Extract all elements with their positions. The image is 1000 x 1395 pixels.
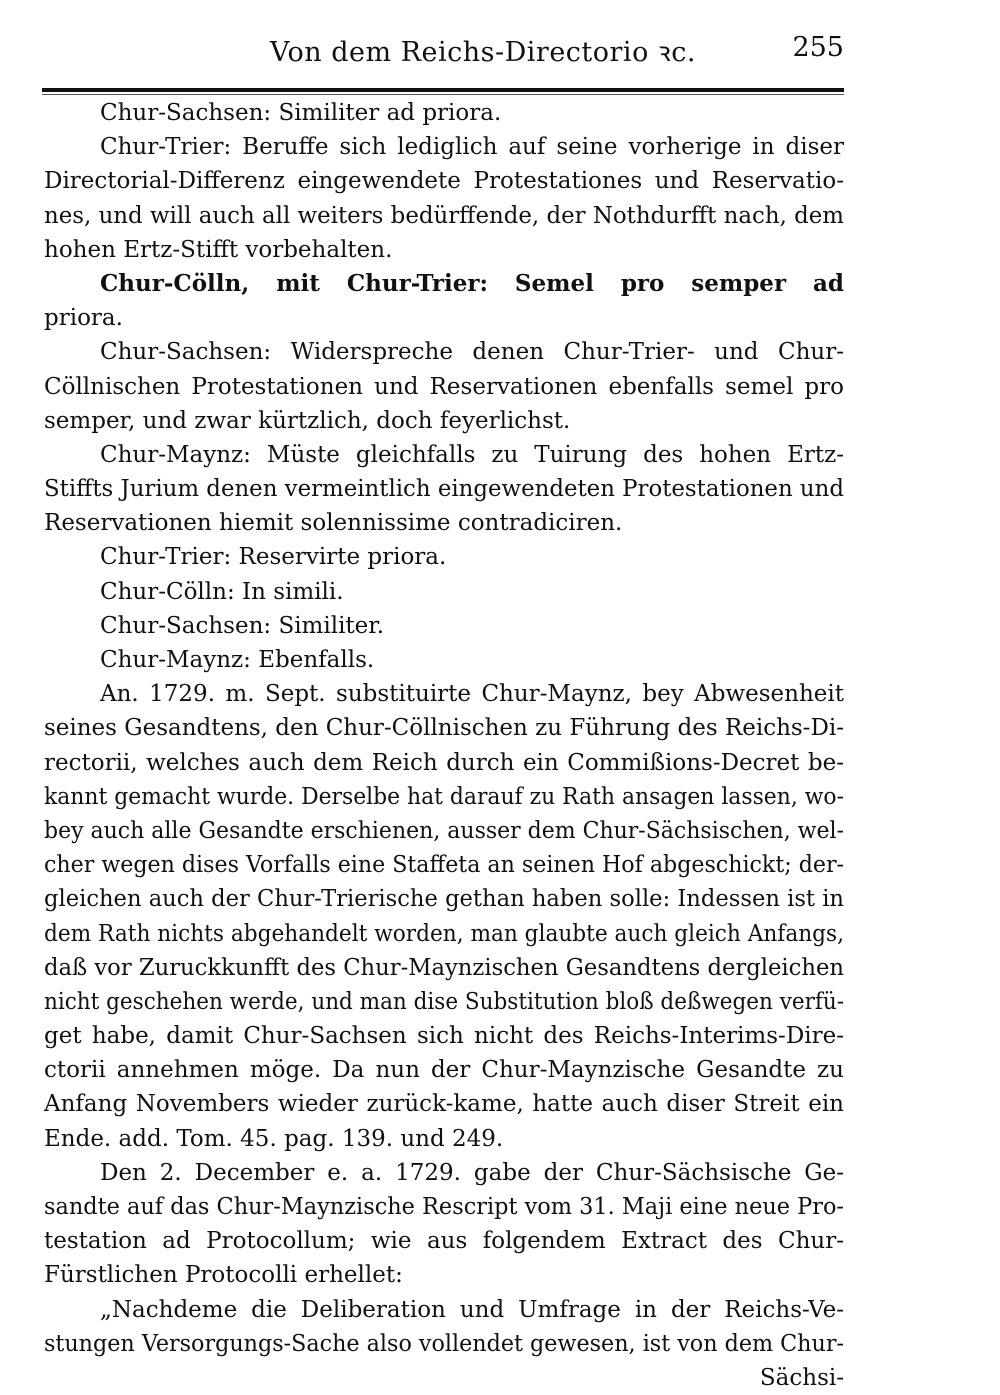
text-line: Chur-Cölln, mit Chur-Trier: Semel pro semper ad	[100, 269, 844, 297]
text-line: Stiffts Jurium denen vermeintlich eingewendeten Protestationen und	[44, 476, 844, 503]
body-text	[44, 96, 844, 1395]
text-line: An. 1729. m. Sept. substituirte Chur-Maynz, bey Abwesenheit	[100, 681, 844, 708]
text-line: cher wegen dises Vorfalls eine Staffeta an seinen Hof abgeschickt; der-	[44, 852, 844, 879]
text-line: Fürstlichen Protocolli erhellet:	[44, 1262, 403, 1289]
text-line: Chur-Maynz: Ebenfalls.	[100, 647, 375, 673]
text-line: ctorii annehmen möge. Da nun der Chur-Maynzische Gesandte zu	[44, 1057, 844, 1084]
text-line: rectorii, welches auch dem Reich durch ein Commißions-Decret be-	[44, 749, 844, 776]
text-line: gleichen auch der Chur-Trierische gethan haben solle: Indessen ist in	[44, 886, 844, 913]
text-line: Chur-Sachsen: Similiter.	[100, 612, 385, 639]
text-line: seines Gesandtens, den Chur-Cöllnischen zu Führung des Reichs-Di-	[44, 715, 844, 742]
text-line: stungen Versorgungs-Sache also vollendet gewesen, ist von dem Chur-	[44, 1330, 844, 1357]
text-line: daß vor Zuruckkunfft des Chur-Maynzischen Gesandtens dergleichen	[44, 954, 844, 981]
page-header	[40, 30, 850, 74]
text-line: „Nachdeme die Deliberation und Umfrage in der Reichs-Ve-	[100, 1296, 844, 1323]
text-line: Chur-Sachsen: Widerspreche denen Chur-Trier- und Chur-	[100, 339, 844, 366]
text-line: Directorial-Differenz eingewendete Protestationes und Reservatio-	[44, 168, 844, 195]
text-line: Chur-Maynz: Müste gleichfalls zu Tuirung des hohen Ertz-	[100, 441, 844, 468]
text-line: hohen Ertz-Stifft vorbehalten.	[44, 236, 393, 263]
text-line: kannt gemacht wurde. Derselbe hat darauf zu Rath ansagen lassen, wo-	[44, 783, 844, 810]
catchword: Sächsi-	[759, 1364, 844, 1391]
text-line: Cöllnischen Protestationen und Reservationen ebenfalls semel pro	[44, 373, 844, 400]
text-line: dem Rath nichts abgehandelt worden, man glaubte auch gleich Anfangs,	[44, 920, 844, 947]
text-line: Chur-Cölln: In simili.	[100, 578, 344, 605]
text-line: get habe, damit Chur-Sachsen sich nicht des Reichs-Interims-Dire-	[44, 1023, 844, 1050]
text-line: nes, und will auch all weiters bedürffende, der Nothdurfft nach, dem	[44, 202, 844, 229]
text-line: semper, und zwar kürtzlich, doch feyerlichst.	[44, 407, 571, 434]
text-line: sandte auf das Chur-Maynzische Rescript vom 31. Maji eine neue Pro-	[44, 1194, 844, 1220]
text-line: Ende. add. Tom. 45. pag. 139. und 249.	[44, 1125, 504, 1152]
text-line: testation ad Protocollum; wie aus folgendem Extract des Chur-	[44, 1228, 844, 1255]
text-line: bey auch alle Gesandte erschienen, ausser dem Chur-Sächsischen, wel-	[44, 817, 844, 844]
text-line: Anfang Novembers wieder zurück-kame, hatte auch diser Streit ein	[44, 1091, 844, 1118]
text-line: nicht geschehen werde, und man dise Substitution bloß deßwegen verfü-	[44, 988, 844, 1015]
running-head: Von dem Reichs-Directorio ꝛc.	[270, 37, 696, 68]
text-line: Den 2. December e. a. 1729. gabe der Chur-Sächsische Ge-	[100, 1159, 844, 1186]
text-line: Chur-Trier: Beruffe sich lediglich auf seine vorherige in diser	[100, 134, 844, 161]
text-line: Reservationen hiemit solennissime contradiciren.	[44, 510, 623, 537]
text-line: Chur-Sachsen: Similiter ad priora.	[100, 100, 502, 126]
text-line: Chur-Trier: Reservirte priora.	[100, 544, 447, 571]
text-line: priora.	[44, 305, 123, 332]
header-rule	[42, 88, 844, 92]
header-rule-thin	[42, 94, 844, 95]
page-number: 255	[792, 32, 844, 63]
